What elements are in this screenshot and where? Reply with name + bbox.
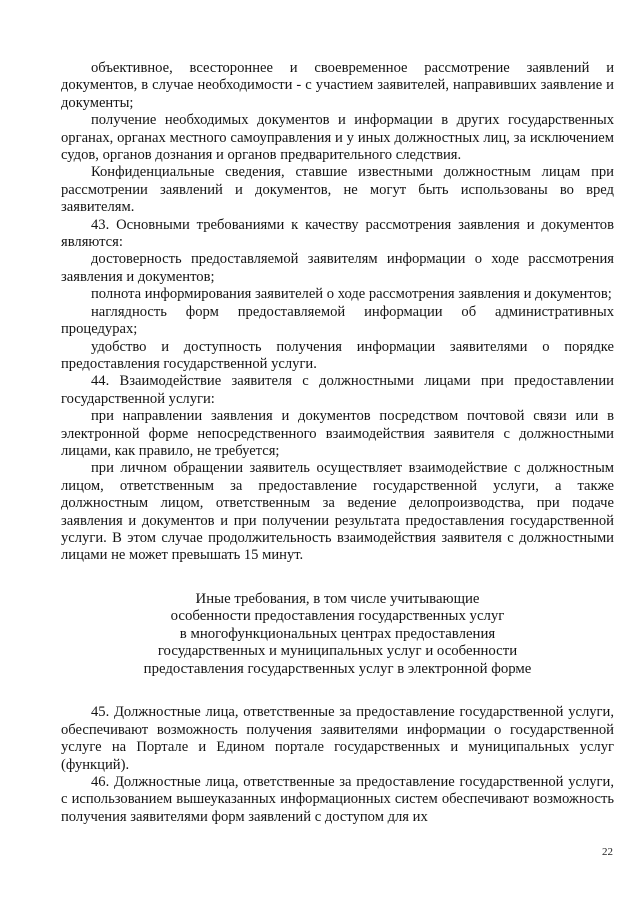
section-heading-line: государственных и муниципальных услуг и особенности: [157, 643, 518, 660]
paragraph-43-requirements: 43. Основными требованиями к качеству рассмотрения заявления и документов являются:: [61, 216, 614, 251]
section-heading: [61, 591, 614, 679]
paragraph-44-interaction: 44. Взаимодействие заявителя с должностными лицами при предоставлении государственной услуги:: [61, 373, 614, 407]
paragraph-objective-review: объективное, всестороннее и своевременное рассмотрение заявлений и документов, в случае необходимости - с участием заявителей, направивших заявление и документы;: [61, 60, 614, 111]
paragraph-obtaining-documents: получение необходимых документов и информации в других государственных органах, органах местного самоуправления и у иных должностных лиц, за исключением судов, органов дознания и органов предварительного следствия.: [61, 112, 614, 164]
paragraph-reliability: достоверность предоставляемой заявителям информации о ходе рассмотрения заявления и документов;: [61, 251, 614, 285]
paragraph-convenience: удобство и доступность получения информации заявителями о порядке предоставления государственной услуги.: [61, 338, 614, 372]
page-number: 22: [602, 846, 613, 858]
section-heading-line: особенности предоставления государственных услуг: [170, 608, 505, 625]
paragraph-45-portal-info: 45. Должностные лица, ответственные за предоставление государственной услуги, обеспечивают возможность получения заявителями информации о государственной услуге на Портале и Едином портале государственных и муниципальных услуг (функций).: [61, 704, 614, 773]
paragraph-confidential-info: Конфиденциальные сведения, ставшие известными должностным лицам при рассмотрении заявлений и документов, не могут быть использованы во вред заявителям.: [61, 164, 614, 216]
section-heading-line: предоставления государственных услуг в электронной форме: [143, 660, 532, 677]
section-heading-line: в многофункциональных центрах предоставления: [179, 625, 496, 642]
page-content: [61, 60, 614, 826]
section-heading-line: Иные требования, в том числе учитывающие: [195, 590, 480, 607]
paragraph-46-forms-access: 46. Должностные лица, ответственные за предоставление государственной услуги, с использованием вышеуказанных информационных систем обеспечивают возможность получения заявителями форм заявлений с доступом для их: [61, 773, 614, 825]
paragraph-postal-electronic: при направлении заявления и документов посредством почтовой связи или в электронной форме непосредственного взаимодействия заявителя с должностными лицами, как правило, не требуется;: [61, 408, 614, 459]
paragraph-clarity: наглядность форм предоставляемой информации об административных процедурах;: [61, 303, 614, 338]
paragraph-personal-visit: при личном обращении заявитель осуществляет взаимодействие с должностным лицом, ответственным за предоставление государственной услуги, а также должностным лицом, ответственным за ведение делопроизводства, при подаче заявления и документов и при получении результата предоставления государственной услуги. В этом случае продолжительность взаимодействия заявителя с должностными лицами не может превышать 15 минут.: [61, 460, 614, 564]
paragraph-completeness: полнота информирования заявителей о ходе рассмотрения заявления и документов;: [91, 286, 612, 303]
